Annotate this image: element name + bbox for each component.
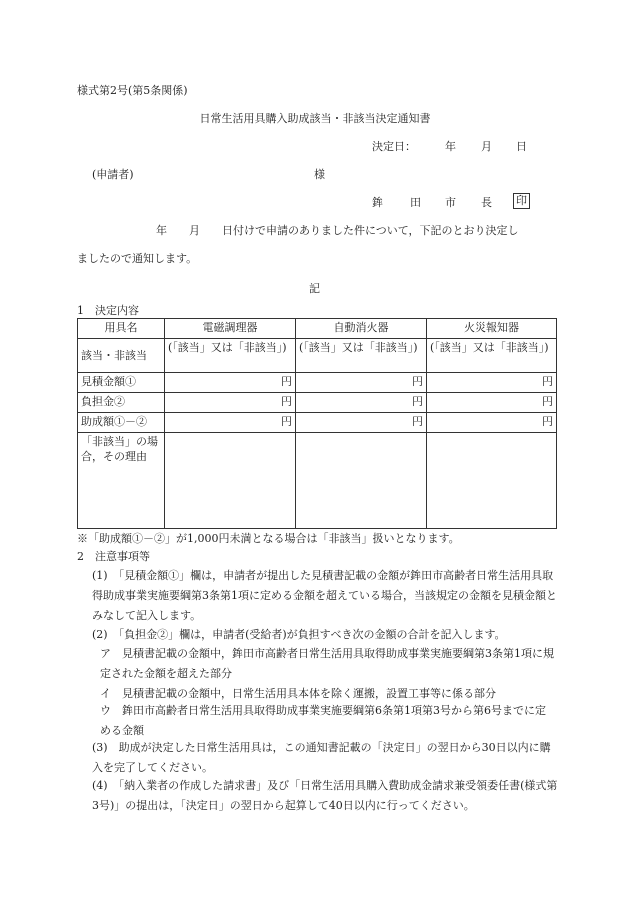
note-2-u: ウ 鉾田市高齢者日常生活用具取得助成事業実施要綱第6条第1項第3号から第6号までに定める金額	[100, 704, 546, 737]
header-induction-cooker: 電磁調理器	[165, 319, 296, 339]
yen-cell: 円	[165, 393, 296, 413]
note-2-i: イ 見積書記載の金額中，日常生活用具本体を除く運搬，設置工事等に係る部分	[100, 687, 496, 700]
mayor-char-1: 鉾	[372, 196, 383, 209]
section-1-heading: 1 決定内容	[77, 304, 139, 317]
row-label-burden: 負担金②	[78, 393, 165, 413]
decision-table	[77, 318, 557, 529]
note-2: (2) 「負担金②」欄は，申請者(受給者)が負担すべき次の金額の合計を記入します。	[92, 628, 506, 641]
header-item-name: 用具名	[78, 319, 165, 339]
note-2-a: ア 見積書記載の金額中，鉾田市高齢者日常生活用具取得助成事業実施要綱第3条第1項に規定された金額を超えた部分	[100, 647, 554, 680]
row-label-estimate: 見積金額①	[78, 373, 165, 393]
form-number: 様式第2号(第5条関係)	[77, 84, 188, 97]
status-cell-3: (「該当」又は「非該当」)	[427, 339, 557, 373]
applicant-label: (申請者)	[92, 168, 134, 181]
ki-mark: 記	[309, 282, 320, 295]
header-fire-alarm: 火災報知器	[427, 319, 557, 339]
row-label-reason: 「非該当」の場合，その理由	[78, 433, 165, 529]
table-row-estimate	[78, 373, 557, 393]
table-header-row	[78, 319, 557, 339]
date-month: 月	[481, 140, 492, 153]
document-title: 日常生活用具購入助成該当・非該当決定通知書	[199, 112, 431, 125]
yen-cell: 円	[165, 413, 296, 433]
note-4: (4) 「納入業者の作成した請求書」及び「日常生活用具購入費助成金請求兼受領委任書(様式第3号)」の提出は，「決定日」の翌日から起算して40日以内に行ってください。	[92, 779, 558, 812]
intro-line-2: ましたので通知します。	[77, 252, 198, 265]
yen-cell: 円	[165, 373, 296, 393]
reason-cell-3	[427, 433, 557, 529]
intro-line-1: 年 月 日付けで申請のありました件について，下記のとおり決定し	[156, 224, 519, 237]
row-label-status: 該当・非該当	[78, 339, 165, 373]
table-row-status	[78, 339, 557, 373]
status-cell-1: (「該当」又は「非該当」)	[165, 339, 296, 373]
date-day: 日	[516, 140, 527, 153]
date-year: 年	[445, 140, 456, 153]
mayor-char-3: 市	[445, 196, 456, 209]
reason-cell-2	[296, 433, 427, 529]
section-2-heading: 2 注意事項等	[77, 550, 150, 563]
yen-cell: 円	[296, 393, 427, 413]
table-row-burden	[78, 393, 557, 413]
yen-cell: 円	[427, 373, 557, 393]
row-label-subsidy: 助成額①－②	[78, 413, 165, 433]
yen-cell: 円	[427, 413, 557, 433]
mayor-char-4: 長	[481, 196, 492, 209]
yen-cell: 円	[427, 393, 557, 413]
table-row-reason	[78, 433, 557, 529]
yen-cell: 円	[296, 373, 427, 393]
reason-cell-1	[165, 433, 296, 529]
decision-date-label: 決定日：	[372, 140, 416, 153]
footnote: ※「助成額①－②」が1,000円未満となる場合は「非該当」扱いとなります。	[77, 532, 460, 545]
yen-cell: 円	[296, 413, 427, 433]
note-1: (1) 「見積金額①」欄は，申請者が提出した見積書記載の金額が鉾田市高齢者日常生活用具取得助成事業実施要綱第3条第1項に定める金額を超えている場合，当該規定の金額を見積金額とみなして記入します。	[92, 569, 557, 622]
mayor-char-2: 田	[410, 196, 421, 209]
table-row-subsidy	[78, 413, 557, 433]
honorific: 様	[314, 168, 325, 181]
header-auto-extinguisher: 自動消火器	[296, 319, 427, 339]
seal-mark	[513, 193, 530, 209]
note-3: (3) 助成が決定した日常生活用具は，この通知書記載の「決定日」の翌日から30日以内に購入を完了してください。	[92, 741, 551, 774]
status-cell-2: (「該当」又は「非該当」)	[296, 339, 427, 373]
seal-text: 印	[513, 193, 530, 209]
